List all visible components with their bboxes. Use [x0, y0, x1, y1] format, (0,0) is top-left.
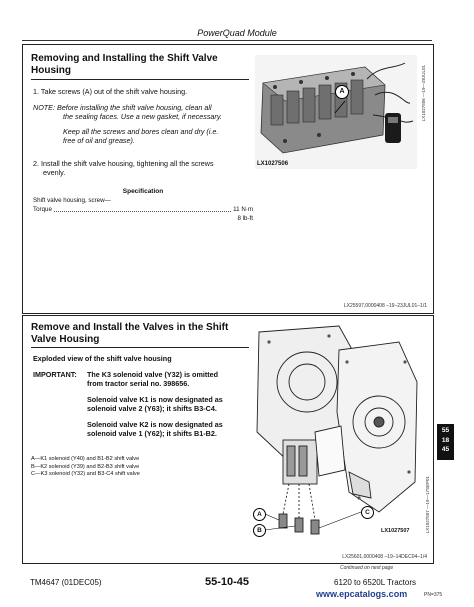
spec-torque-row: Torque 11 N·m: [33, 206, 253, 213]
footer-page-number: 55-10-45: [205, 576, 250, 588]
footer-small-code: PN=375: [424, 592, 443, 598]
module-title: PowerQuad Module: [197, 28, 277, 38]
section2-ref-code: LX25601,0000408 –19–14DEC04–1/4: [342, 554, 427, 560]
legend-item-b: B—K2 solenoid (Y39) and B2-B3 shift valve: [31, 463, 140, 470]
section2-title-rule: [31, 347, 249, 348]
specification-block: Specification Shift valve housing, screw— Torque 11 N·m 8 lb-ft: [33, 188, 253, 222]
spec-item: Shift valve housing, screw—: [33, 197, 111, 204]
exploded-view-caption: Exploded view of the shift valve housing: [33, 354, 172, 363]
header-rule: [22, 40, 432, 41]
legend-list: [31, 456, 191, 479]
important-label: IMPORTANT:: [33, 370, 77, 379]
figure2-side-code: LX1027507 —19—17SEP01: [425, 476, 430, 534]
footer-manual-id: TM4647 (01DEC05): [30, 578, 102, 587]
shift-valve-housing-photo: [255, 55, 417, 169]
callout-a: A: [335, 85, 349, 99]
figure1-label: LX1027506: [257, 161, 289, 167]
callout-a: A: [253, 508, 266, 521]
section-tab: 55 18 45: [437, 424, 454, 460]
section1-step1: 1. Take screws (A) out of the shift valve housing.: [33, 87, 188, 96]
important-text: The K3 solenoid valve (Y32) is omitted from tractor serial no. 398656. Solenoid valve K1 is now designated as solenoid valve 2 (Y63); it shifts B3-C4. Solenoid valve K2 is now designated as solenoid valve 1 (Y62); it shifts B1-B2.: [87, 370, 223, 438]
section2-title: Remove and Install the Valves in the Shift Valve Housing: [31, 322, 229, 345]
footer-model-range: 6120 to 6520L Tractors: [334, 578, 416, 587]
section1-note: NOTE: Before installing the shift valve housing, clean all the sealing faces. Use a new gasket, if necessary. Keep all the screws and bores clean and dry (i.e. free of oil and grease).: [33, 103, 222, 145]
figure2-label: LX1027507: [381, 528, 410, 534]
section-shift-valve-housing: [22, 44, 434, 314]
callout-b: B: [253, 524, 266, 537]
watermark: www.epcatalogs.com: [316, 589, 408, 599]
figure1-side-code: LX1027506 —19—28JUL01: [421, 65, 426, 122]
section1-title-rule: [31, 79, 249, 80]
section-remove-install-valves: [22, 315, 434, 564]
spec-torque-lbft: 8 lb-ft: [237, 215, 253, 222]
callout-c: C: [361, 506, 374, 519]
legend-item-a: A—K1 solenoid (Y40) and B1-B2 shift valve: [31, 456, 140, 462]
section1-title: Removing and Installing the Shift Valve Housing: [31, 53, 218, 76]
exploded-view-drawing: [229, 322, 423, 548]
section1-step2: 2. Install the shift valve housing, tightening all the screws evenly.: [33, 159, 214, 177]
section1-ref-code: LX25597,0000408 –19–23JUL01–1/1: [343, 303, 427, 309]
legend-item-c: C—K3 solenoid (Y32) and B3-C4 shift valve: [31, 471, 140, 477]
continued-note: Continued on next page: [340, 565, 394, 571]
